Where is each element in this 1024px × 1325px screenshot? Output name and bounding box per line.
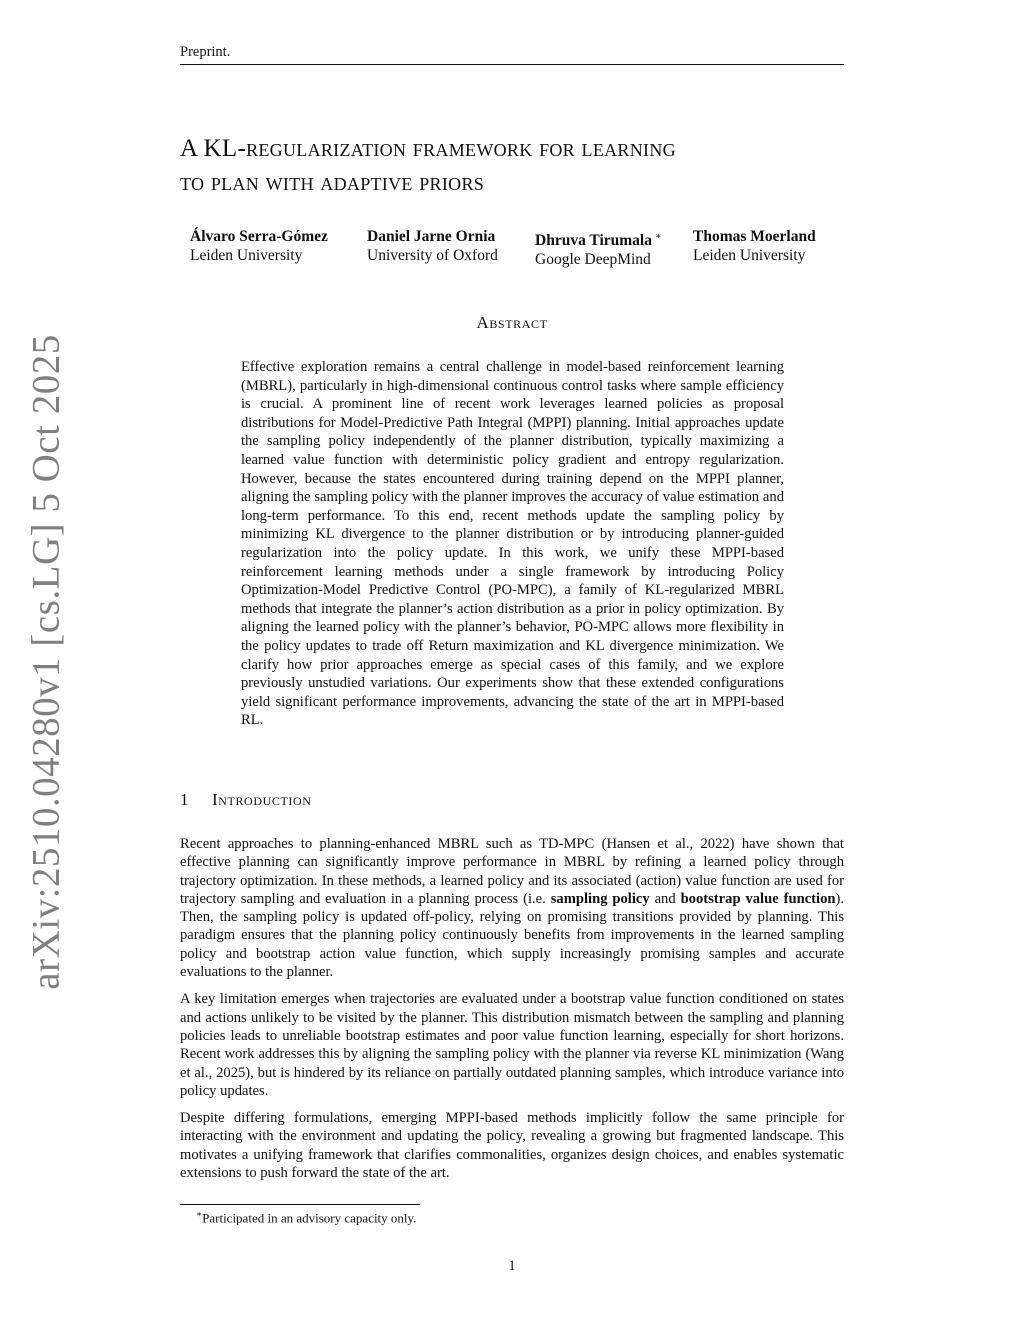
paragraph: A key limitation emerges when trajectories are evaluated under a bootstrap value function conditioned on states and actions unlikely to be visited by the planner. This distribution mismatch between the sampling and planning policies leads to unreliable bootstrap estimates and poor value function learning, especially for short horizons. Recent work addresses this by aligning the sampling policy with the planner via reverse KL minimization (Wang et al., 2025), but is hindered by its reliance on partially outdated planning samples, which introduce variance into policy updates.	[180, 991, 844, 1099]
author-block	[367, 227, 498, 265]
author-affiliation: Leiden University	[693, 247, 806, 264]
paper-title	[180, 132, 860, 200]
author-name: Thomas Moerland	[693, 228, 816, 245]
abstract-text: Effective exploration remains a central challenge in model-based reinforcement learning (MBRL), particularly in high-dimensional continuous control tasks where sample efficiency is crucial. A prominent line of recent work leverages learned policies as proposal distributions for Model-Predictive Path Integral (MPPI) planning. Initial approaches update the sampling policy independently of the planner distribution, typically maximizing a learned value function with deterministic policy gradient and entropy regularization. However, because the states encountered during training depend on the MPPI planner, aligning the sampling policy with the planner improves the accuracy of value estimation and long-term performance. To this end, recent methods update the sampling policy by minimizing KL divergence to the planner distribution or by introducing planner-guided regularization into the policy update. In this work, we unify these MPPI-based reinforcement learning methods under a single framework by introducing Policy Optimization-Model Predictive Control (PO-MPC), a family of KL-regularized MBRL methods that integrate the planner’s action distribution as a prior in policy optimization. By aligning the learned policy with the planner’s behavior, PO-MPC allows more flexibility in the policy updates to trade off Return maximization and KL divergence minimization. We clarify how prior approaches emerge as special cases of this family, and we explore previously unstudied variations. Our experiments show that these extended configurations yield significant performance improvements, advancing the state of the art in MPPI-based RL.	[241, 359, 784, 729]
footnote-mark: ∗	[196, 1209, 203, 1219]
author-name: Daniel Jarne Ornia	[367, 228, 496, 245]
section-heading-introduction	[180, 790, 312, 810]
paragraph-text: Recent approaches to planning-enhanced MBRL such as TD-MPC (Hansen et al., 2022) have shown that effective planning can significantly improve performance in MBRL by refining a learned policy through trajectory optimization. In these methods, a learned policy and its associated (action) value function are used for trajectory sampling and evaluation in a planning process (i.e.	[180, 836, 844, 907]
author-name: Álvaro Serra-Gómez	[190, 228, 328, 245]
author-affiliation: Leiden University	[190, 247, 303, 264]
page-number: 1	[508, 1258, 516, 1274]
author-affiliation: Google DeepMind	[535, 251, 651, 269]
author-block	[535, 227, 662, 269]
footnote-marker[interactable]: ∗	[655, 231, 662, 242]
footnote-text: Participated in an advisory capacity only.	[202, 1210, 417, 1226]
section-title: Introduction	[212, 790, 312, 809]
footnote-divider	[180, 1204, 420, 1205]
title-line-2: to plan with adaptive priors	[180, 169, 485, 196]
running-head: Preprint.	[180, 44, 844, 65]
arxiv-identifier-stamp[interactable]: arXiv:2510.04280v1 [cs.LG] 5 Oct 2025	[24, 334, 68, 990]
author-name: Dhruva Tirumala	[535, 232, 652, 250]
footnote	[196, 1209, 416, 1226]
author-affiliation: University of Oxford	[367, 247, 498, 264]
paragraph-text: and	[649, 890, 681, 907]
introduction-body	[180, 835, 844, 1191]
paragraph	[180, 835, 844, 981]
author-block	[693, 227, 816, 265]
title-line-1: A KL-regularization framework for learning	[180, 135, 676, 162]
bold-term: bootstrap value function	[680, 890, 836, 907]
author-block	[190, 227, 328, 265]
paragraph: Despite differing formulations, emerging MPPI-based methods implicitly follow the same principle for interacting with the environment and updating the policy, revealing a growing but fragmented landscape. This motivates a unifying framework that clarifies commonalities, organizes design choices, and enables systematic extensions to push forward the state of the art.	[180, 1110, 844, 1182]
bold-term: sampling policy	[550, 890, 650, 907]
section-number: 1	[180, 790, 190, 809]
abstract-heading: Abstract	[476, 313, 548, 332]
paragraph-text: ). Then, the sampling policy is updated off-policy, relying on promising transitions provided by planning. This paradigm ensures that the planning policy continuously benefits from improvements in the learned sampling policy and bootstrap action value function, which supply increasingly promising samples and accurate evaluations to the planner.	[180, 890, 845, 981]
